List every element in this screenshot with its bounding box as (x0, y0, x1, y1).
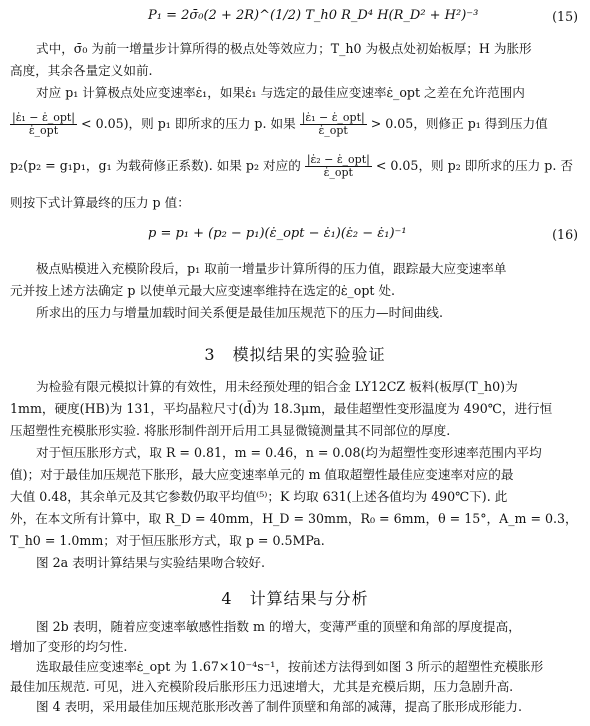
para2-line2-text-b: > 0.05，则修正 p₁ 得到压力值 (370, 116, 548, 131)
para4-line2: 1mm，硬度(HB)为 131，平均晶粒尺寸(d̄)为 18.3μm，最佳超塑性变形温度为 490℃，进行恒 (10, 401, 553, 416)
fraction-2-numerator: |ε̇₁ − ε̇_opt| (301, 111, 365, 124)
para3-line2: 元并按上述方法确定 p 以使单元最大应变速率维持在选定的ε̇_opt 处. (10, 283, 396, 298)
para3-line1: 极点贴模进入充模阶段后，p₁ 取前一增量步计算所得的压力值，跟踪最大应变速率单 (36, 261, 507, 276)
para6-line4: 最佳加压规范. 可见，进入充模阶段后胀形压力迅速增大，尤其是充模后期，压力急剧升高. (10, 679, 514, 694)
para5-line5: T_h0 = 1.0mm；对于恒压胀形方式，取 p = 0.5MPa. (10, 533, 325, 548)
para5-line6: 图 2a 表明计算结果与实验结果吻合较好. (36, 555, 266, 570)
para5-line2: 值)；对于最佳加压规范下胀形，最大应变速率单元的 m 值取超塑性最佳应变速率对应的最 (10, 467, 514, 482)
fraction-3 (305, 154, 372, 179)
equation-16-number: (16) (552, 227, 578, 242)
fraction-3-denominator: ε̇_opt (323, 166, 353, 179)
section-4-heading: 4 计算结果与分析 (221, 589, 369, 608)
para1-line2: 高度，其余各量定义如前. (10, 63, 153, 78)
para6-line5: 图 4 表明，采用最佳加压规范胀形改善了制件顶壁和角部的减薄，提高了胀形成形能力. (36, 699, 522, 714)
section-3-heading: 3 模拟结果的实验验证 (204, 345, 386, 364)
para2-line1: 对应 p₁ 计算极点处应变速率ε̇₁，如果ε̇₁ 与选定的最佳应变速率ε̇_opt 之差在允许范围内 (36, 85, 525, 100)
para6-line3: 选取最佳应变速率ε̇_opt 为 1.67×10⁻⁴s⁻¹，按前述方法得到如图 3 所示的超塑性充模胀形 (36, 659, 544, 674)
para6-line1: 图 2b 表明，随着应变速率敏感性指数 m 的增大，变薄严重的顶壁和角部的厚度提高， (36, 619, 521, 634)
para2-line3-text-a: p₂(p₂ = g₁p₁，g₁ 为载荷修正系数). 如果 p₂ 对应的 (10, 158, 301, 173)
equation-16: p = p₁ + (p₂ − p₁)(ε̇_opt − ε̇₁)(ε̇₂ − ε̇₁)⁻¹ (148, 226, 407, 241)
para2-line3 (10, 148, 582, 184)
fraction-2-denominator: ε̇_opt (318, 124, 348, 137)
fraction-3-numerator: |ε̇₂ − ε̇_opt| (306, 153, 370, 166)
para4-line3: 压超塑性充模胀形实验. 将胀形制件剖开后用工具显微镜测量其不同部位的厚度. (10, 423, 451, 438)
para2-line3-text-b: < 0.05，则 p₂ 即所求的压力 p. 否 (375, 158, 573, 173)
equation-15-number: (15) (552, 9, 578, 24)
para2-line4: 则按下式计算最终的压力 p 值： (10, 195, 190, 210)
para2-line2 (10, 106, 582, 142)
equation-15: P₁ = 2σ̄₀(2 + 2R)^(1/2) T_h0 R_D⁴ H(R_D² + H²)⁻³ (148, 8, 479, 23)
para5-line3: 大值 0.48，其余单元及其它参数仍取平均值⁽⁵⁾；K 均取 631(上述各值均为 490℃下). 此 (10, 489, 508, 504)
fraction-1 (10, 112, 77, 137)
para5-line4: 外，在本文所有计算中，取 R_D = 40mm，H_D = 30mm，R₀ = 6mm，θ = 15°，A_m = 0.3， (10, 511, 578, 526)
para5-line1: 对于恒压胀形方式，取 R = 0.81，m = 0.46，n = 0.08(均为超塑性变形速率范围内平均 (36, 445, 542, 460)
para4-line1: 为检验有限元模拟计算的有效性，用未经预处理的铝合金 LY12CZ 板料(板厚(T_h0)为 (36, 379, 518, 394)
para2-line2-text-a: < 0.05)，则 p₁ 即所求的压力 p. 如果 (81, 116, 296, 131)
para6-line2: 增加了变形的均匀性. (10, 639, 128, 654)
fraction-1-denominator: ε̇_opt (28, 124, 59, 137)
para1-line1: 式中，σ̄₀ 为前一增量步计算所得的极点处等效应力；T_h0 为极点处初始板厚；H 为胀形 (36, 41, 532, 56)
fraction-1-numerator: |ε̇₁ − ε̇_opt| (12, 111, 76, 124)
para3-line3: 所求出的压力与增量加载时间关系便是最佳加压规范下的压力—时间曲线. (36, 305, 444, 320)
fraction-2 (300, 112, 367, 137)
